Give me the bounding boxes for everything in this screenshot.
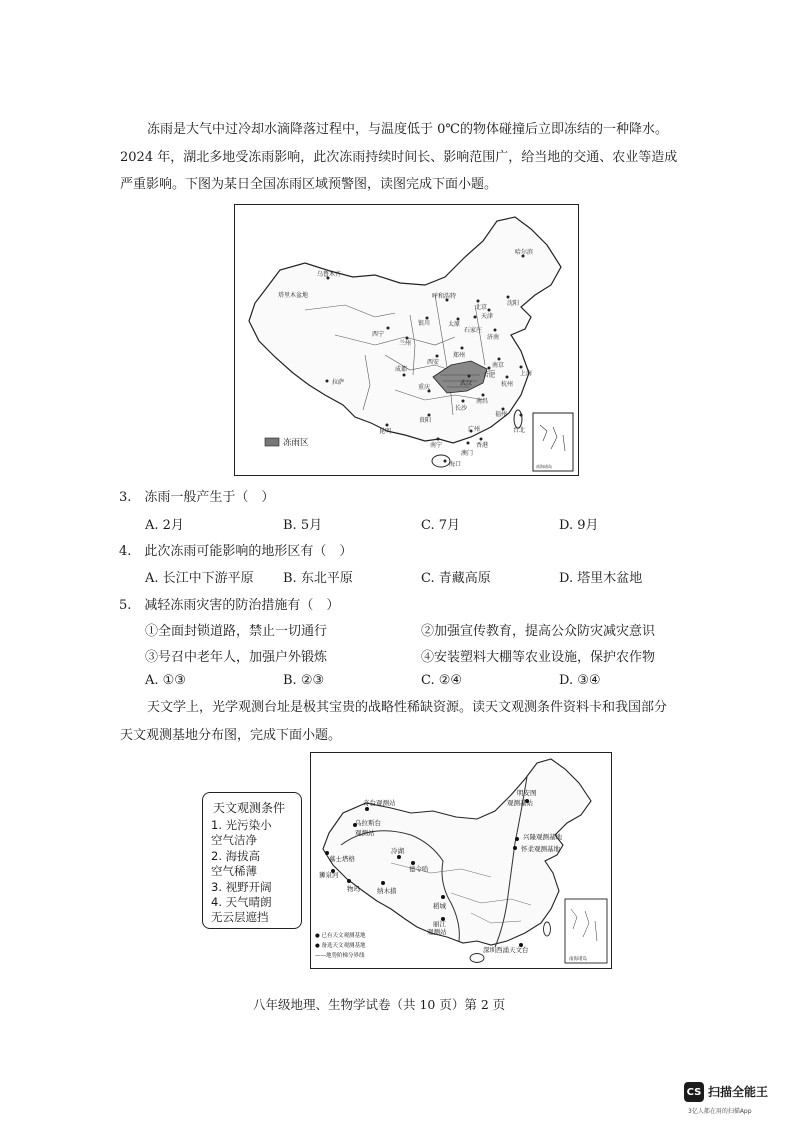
- svg-text:贵阳: 贵阳: [419, 417, 432, 424]
- svg-text:武汉: 武汉: [460, 380, 473, 387]
- svg-text:成都: 成都: [395, 366, 408, 373]
- svg-text:上海: 上海: [520, 370, 533, 377]
- svg-text:南京: 南京: [492, 362, 505, 369]
- label-delingha: 德令哈: [409, 865, 429, 873]
- label-qitai: 奇台观测站: [363, 799, 396, 807]
- label-shiquanhe: 狮泉河: [319, 871, 339, 879]
- china-astronomy-map: [311, 753, 610, 967]
- q3-option-c[interactable]: C. 7月: [421, 518, 461, 533]
- label-xinglong: 兴隆观测基地: [523, 833, 562, 841]
- legend-label: 冻雨区: [283, 438, 309, 448]
- camscanner-tagline: 3亿人都在用的扫描App: [688, 1108, 752, 1115]
- q4-option-a[interactable]: A. 长江中下游平原: [145, 571, 254, 586]
- svg-text:银川: 银川: [418, 320, 431, 327]
- legend-swatch: [265, 438, 279, 446]
- q5-stem: 5. 减轻冻雨灾害的防治措施有（ ）: [119, 598, 340, 613]
- svg-text:——地势阶梯分界线: ——地势阶梯分界线: [315, 953, 365, 959]
- svg-text:台北: 台北: [513, 427, 526, 434]
- svg-text:石家庄: 石家庄: [464, 327, 483, 334]
- q4-option-c[interactable]: C. 青藏高原: [421, 571, 491, 586]
- svg-text:太原: 太原: [448, 321, 461, 328]
- label-namtso: 纳木措: [377, 887, 397, 895]
- label-lenghu: 冷湖: [391, 847, 404, 855]
- inset-box: [533, 413, 573, 471]
- map2-legend: [315, 931, 366, 959]
- svg-text:澳门: 澳门: [461, 450, 474, 457]
- q5-option-b[interactable]: B. ②③: [283, 673, 325, 688]
- q3-option-d[interactable]: D. 9月: [559, 518, 599, 533]
- svg-text:重庆: 重庆: [418, 384, 431, 391]
- q5-measure-4: ④安装塑料大棚等农业设施，保护农作物: [421, 650, 656, 665]
- svg-text:合肥: 合肥: [483, 372, 496, 379]
- svg-text:● 备选天文观测基地: ● 备选天文观测基地: [315, 943, 366, 949]
- svg-text:福州: 福州: [495, 411, 508, 418]
- label-muztagh: 慕士塔格: [329, 855, 355, 863]
- card-title: 天文观测条件: [213, 801, 286, 815]
- svg-text:西安: 西安: [427, 359, 440, 366]
- svg-text:郑州: 郑州: [453, 352, 466, 359]
- svg-text:杭州: 杭州: [501, 381, 514, 388]
- svg-text:乌鲁木齐: 乌鲁木齐: [317, 271, 342, 278]
- astronomy-base-map: [310, 752, 612, 969]
- card-line: 空气稀薄: [211, 864, 257, 878]
- page-footer: 八年级地理、生物学试卷（共 10 页）第 2 页: [253, 997, 506, 1012]
- label-lijiang: 丽江: [433, 920, 446, 928]
- svg-text:沈阳: 沈阳: [507, 300, 520, 307]
- label-daocheng: 稻城: [433, 902, 446, 910]
- q5-measure-1: ①全面封锁道路，禁止一切通行: [145, 624, 328, 639]
- svg-text:南海诸岛: 南海诸岛: [536, 464, 552, 469]
- svg-text:天津: 天津: [481, 313, 494, 320]
- camscanner-name: 扫描全能王: [708, 1085, 769, 1099]
- svg-text:海口: 海口: [449, 461, 462, 468]
- svg-text:北京: 北京: [475, 304, 488, 311]
- label-base: 观测基站: [507, 799, 533, 807]
- label-lijiang-station: 观测站: [427, 928, 447, 936]
- svg-text:南宁: 南宁: [430, 442, 443, 449]
- china-outline-map: [235, 205, 577, 474]
- intro1-line1: 冻雨是大气中过冷却水滴降落过程中，与温度低于 0℃的物体碰撞后立即冻结的一种降水。: [147, 122, 668, 137]
- card-line: 3. 视野开阔: [211, 880, 272, 894]
- svg-text:济南: 济南: [487, 334, 500, 341]
- label-urastai: 乌拉斯台: [355, 819, 381, 827]
- svg-text:昆明: 昆明: [379, 428, 392, 435]
- svg-text:香港: 香港: [476, 442, 489, 449]
- intro1-line2: 2024 年，湖北多地受冻雨影响，此次冻雨持续时间长、影响范围广，给当地的交通、农业等造成: [120, 150, 678, 165]
- label-shenzhen: 深圳西涌天文台: [483, 946, 529, 954]
- svg-text:塔里木盆地: 塔里木盆地: [278, 292, 309, 299]
- svg-text:兰州: 兰州: [399, 340, 412, 347]
- q5-option-a[interactable]: A. ①③: [145, 673, 186, 688]
- q5-option-c[interactable]: C. ②④: [421, 673, 463, 688]
- svg-text:广州: 广州: [468, 426, 481, 433]
- label-wuma: 物玛: [347, 885, 360, 893]
- svg-text:哈尔滨: 哈尔滨: [515, 249, 534, 256]
- card-line: 无云层遮挡: [211, 910, 269, 924]
- card-line: 2. 海拔高: [211, 849, 261, 863]
- label-mingantu: 明安图: [517, 789, 537, 797]
- card-line: 4. 天气晴朗: [211, 895, 272, 909]
- freezing-rain-map: [234, 204, 579, 476]
- label-huairou: 怀柔观测基地: [521, 845, 560, 853]
- svg-text:西宁: 西宁: [372, 331, 385, 338]
- card-line: 1. 光污染小: [211, 818, 272, 832]
- q3-option-b[interactable]: B. 5月: [283, 518, 323, 533]
- q5-option-d[interactable]: D. ③④: [559, 673, 601, 688]
- svg-text:● 已有天文观测基地: ● 已有天文观测基地: [315, 933, 366, 939]
- q3-option-a[interactable]: A. 2月: [145, 518, 184, 533]
- intro2-line1: 天文学上，光学观测台址是极其宝贵的战略性稀缺资源。读天文观测条件资料卡和我国部分: [147, 700, 668, 715]
- map2-inset: [565, 899, 607, 963]
- observation-conditions-card: [202, 792, 302, 929]
- q3-stem: 3. 冻雨一般产生于（ ）: [119, 490, 275, 505]
- svg-text:拉萨: 拉萨: [332, 379, 345, 386]
- svg-text:呼和浩特: 呼和浩特: [432, 293, 457, 300]
- svg-text:南海诸岛: 南海诸岛: [569, 957, 587, 962]
- q4-stem: 4. 此次冻雨可能影响的地形区有（ ）: [119, 544, 353, 559]
- q5-measure-2: ②加强宣传教育，提高公众防灾减灾意识: [421, 624, 656, 639]
- svg-text:长沙: 长沙: [455, 405, 468, 412]
- intro1-line3: 严重影响。下图为某日全国冻雨区域预警图，读图完成下面小题。: [120, 177, 498, 192]
- camscanner-logo-icon: CS: [684, 1082, 704, 1102]
- card-line: 空气洁净: [211, 833, 257, 847]
- label-station: 观测站: [355, 829, 375, 837]
- q4-option-b[interactable]: B. 东北平原: [283, 571, 353, 586]
- q4-option-d[interactable]: D. 塔里木盆地: [559, 571, 643, 586]
- q5-measure-3: ③号召中老年人，加强户外锻炼: [145, 650, 328, 665]
- svg-text:南昌: 南昌: [476, 398, 489, 405]
- intro2-line2: 天文观测基地分布图，完成下面小题。: [120, 728, 342, 743]
